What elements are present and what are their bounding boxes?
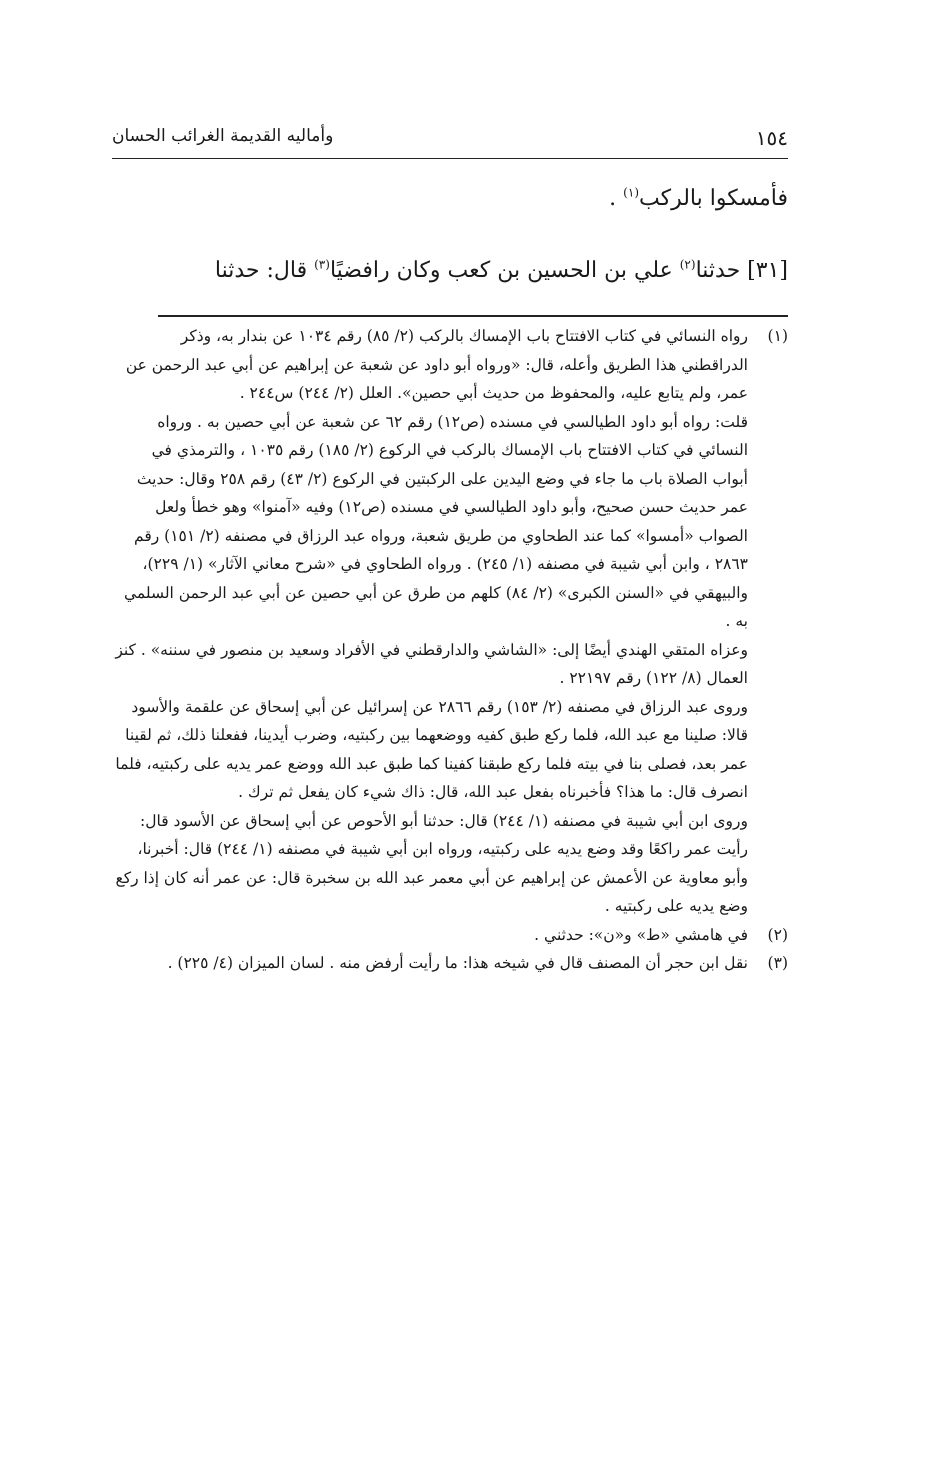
main-text-segment: فأمسكوا بالركب xyxy=(639,186,788,211)
page-header xyxy=(112,122,788,156)
footnote-paragraph: قلت: رواه أبو داود الطيالسي في مسنده (ص١٢) رقم ٦٢ عن شعبة عن أبي حصين به . ورواه النسائي في كتاب الافتتاح باب الإمساك بالركب في الركوع (٢/ ١٨٥) رقم ١٠٣٥ ، والترمذي في أبواب الصلاة باب ما جاء في وضع اليدين على الركبتين في الركوع (٢/ ٤٣) رقم ٢٥٨ وقال: حديث عمر حديث حسن صحيح، وأبو داود الطيالسي في مسنده (ص١٢) وفيه «آمنوا» وهو خطأ ولعل الصواب «أمسوا» كما عند الطحاوي من طريق شعبة، ورواه عبد الرزاق في مصنفه (٢/ ١٥١) رقم ٢٨٦٣ ، وابن أبي شيبة في مصنفه (١/ ٢٤٥) . ورواه الطحاوي في «شرح معاني الآثار» (١/ ٢٢٩)، والبيهقي في «السنن الكبرى» (٢/ ٨٤) كلهم من طرق عن أبي حصين عن أبي عبد الرحمن السلمي به . xyxy=(123,412,748,630)
footnote-paragraph: وروى ابن أبي شيبة في مصنفه (١/ ٢٤٤) قال: حدثنا أبو الأحوص عن أبي إسحاق عن الأسود قال: رأيت عمر راكعًا وقد وضع يديه على ركبتيه، ورواه ابن أبي شيبة في مصنفه (١/ ٢٤٤) قال: أخبرنا، وأبو معاوية عن الأعمش عن إبراهيم عن أبي معمر عبد الله بن سخبرة قال: عن عمر أنه كان إذا ركع وضع يديه على ركبتيه . xyxy=(115,811,748,915)
main-text-line-1 xyxy=(112,186,788,211)
footnote-3 xyxy=(112,949,788,978)
footnote-2 xyxy=(112,921,788,950)
footnote-number: (١) xyxy=(767,327,788,345)
header-rule xyxy=(112,158,788,159)
footnote-ref-1: (١) xyxy=(623,185,639,200)
footnote-paragraph: وروى عبد الرزاق في مصنفه (٢/ ١٥٣) رقم ٢٨٦٦ عن إسرائيل عن أبي إسحاق عن علقمة والأسود قالا: صلينا مع عبد الله، فلما ركع طبق كفيه ووضعهما بين ركبتيه، وضرب أيدينا، ففعلنا ذلك، ثم لقينا عمر بعد، فصلى بنا في بيته فلما ركع طبقنا كفينا كما طبق عبد الله ووضع عمر يديه على ركبتيه، فلما انصرف قال: ما هذا؟ فأخبرناه بفعل عبد الله، قال: ذاك شيء كان يفعل ثم ترك . xyxy=(115,697,748,801)
main-text-segment: علي بن الحسين بن كعب وكان رافضيًا xyxy=(329,258,680,283)
footnote-1 xyxy=(112,322,788,921)
footnote-separator xyxy=(158,315,788,317)
footnotes xyxy=(112,322,788,978)
footnote-ref-2: (٢) xyxy=(679,257,696,272)
running-title: وأماليه القديمة الغرائب الحسان xyxy=(112,126,334,146)
footnote-ref-3: (٣) xyxy=(314,257,330,272)
hadith-number: [٣١] حدثنا xyxy=(695,258,788,283)
footnote-paragraph: رواه النسائي في كتاب الافتتاح باب الإمساك بالركب (٢/ ٨٥) رقم ١٠٣٤ عن بندار به، وذكر الدراقطني هذا الطريق وأعله، قال: «ورواه أبو داود عن شعبة عن إبراهيم عن أبي عبد الرحمن عن عمر، ولم يتابع عليه، والمحفوظ من حديث أبي حصين». العلل (٢/ ٢٤٤) س٢٤٤ . xyxy=(125,327,748,402)
main-text-line-2 xyxy=(112,258,788,283)
footnote-paragraph: وعزاه المتقي الهندي أيضًا إلى: «الشاشي والدارقطني في الأفراد وسعيد بن منصور في سننه» . كنز العمال (٨/ ١٢٢) رقم ٢٢١٩٧ . xyxy=(115,640,748,687)
footnote-number: (٢) xyxy=(767,925,788,944)
main-text-segment: قال: حدثنا xyxy=(214,258,315,283)
footnote-paragraph: في هامشي «ط» و«ن»: حدثني . xyxy=(534,925,748,944)
page-number: ١٥٤ xyxy=(755,126,788,150)
footnote-number: (٣) xyxy=(767,954,788,972)
footnote-paragraph: نقل ابن حجر أن المصنف قال في شيخه هذا: ما رأيت أرفض منه . لسان الميزان (٤/ ٢٢٥) . xyxy=(167,954,748,972)
main-text-segment: . xyxy=(609,186,624,211)
